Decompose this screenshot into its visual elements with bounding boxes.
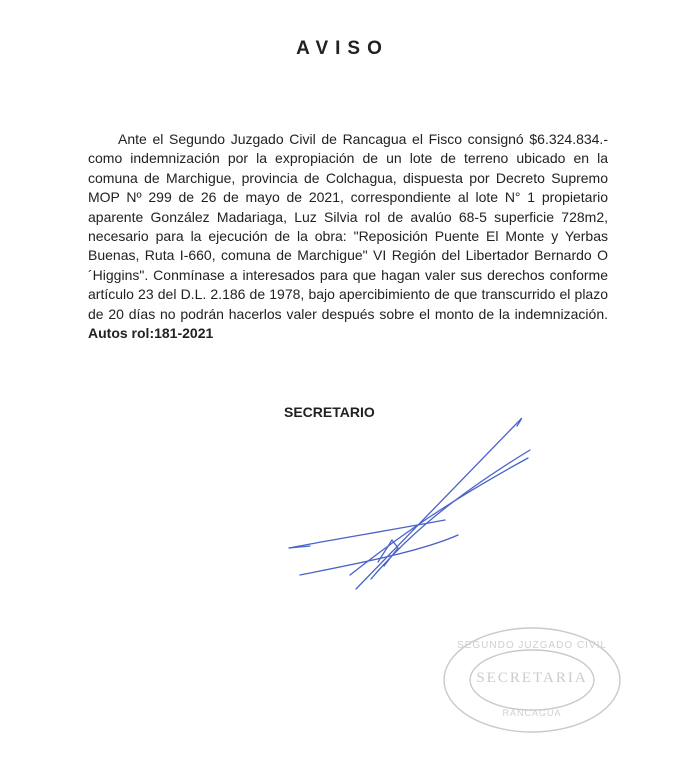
notice-body (88, 130, 608, 343)
stamp-bottom-text: RANCAGUA (502, 708, 562, 718)
case-reference: Autos rol:181-2021 (88, 325, 214, 342)
court-stamp (440, 620, 625, 740)
notice-title: AVISO (296, 38, 389, 59)
stamp-center-text: SECRETARIA (476, 670, 588, 686)
signatory-title: SECRETARIO (284, 404, 375, 420)
stamp-top-text: SEGUNDO JUZGADO CIVIL (457, 640, 607, 651)
notice-body-text: Ante el Segundo Juzgado Civil de Rancagua el Fisco consignó $6.324.834.- como indemnización por la expropiación de un lote de terreno ubicado en la comuna de Marchigue, provincia de Colchagua, dispuesta por Decreto Supremo MOP Nº 299 de 26 de mayo de 2021, correspondiente al lote N° 1 propietario aparente González Madariaga, Luz Silvia rol de avalúo 68-5 superficie 728m2, necesario para la ejecución de la obra: "Reposición Puente El Monte y Yerbas Buenas, Ruta I-660, comuna de Marchigue" VI Región del Libertador Bernardo O´Higgins". Conmínase a interesados para que hagan valer sus derechos conforme artículo 23 del D.L. 2.186 de 1978, bajo apercibimiento de que transcurrido el plazo de 20 días no podrán hacerlos valer después sobre el monto de la indemnización. (88, 131, 608, 322)
